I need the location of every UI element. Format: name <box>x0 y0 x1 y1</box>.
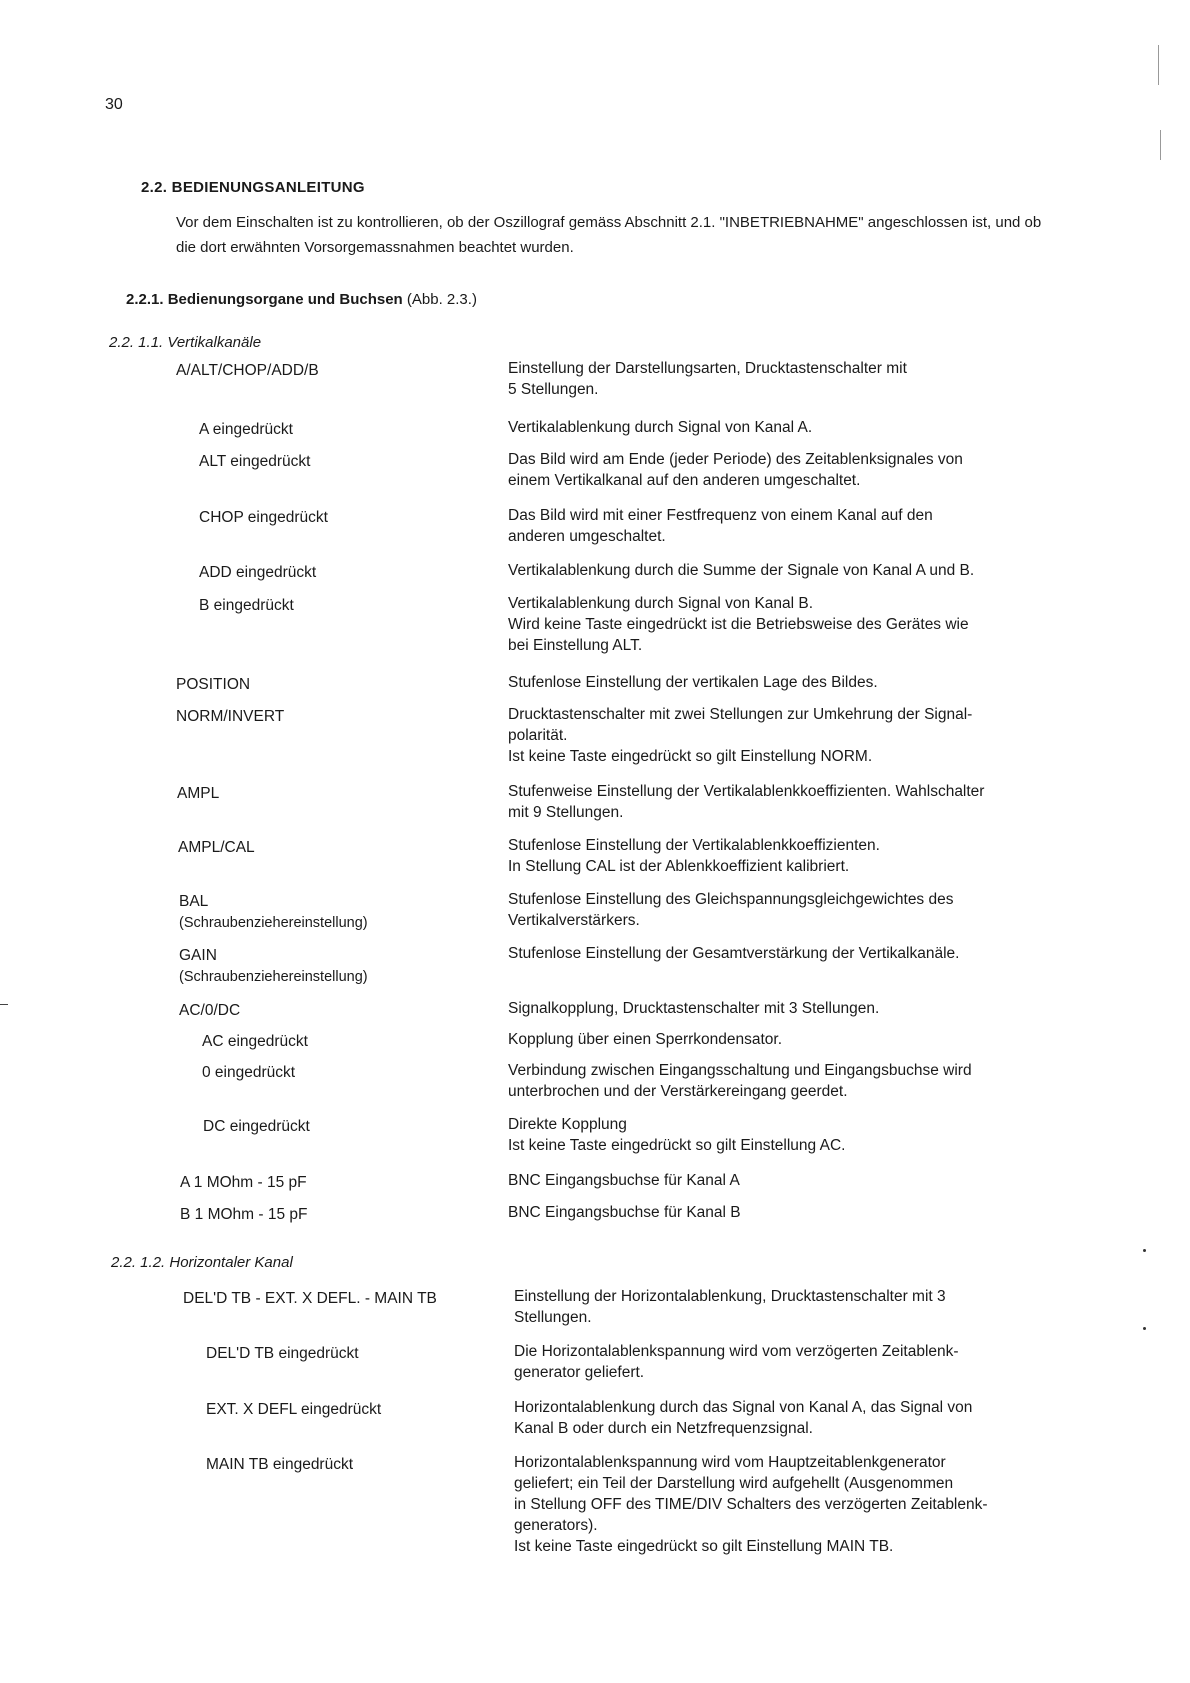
control-label-note: (Schraubenziehereinstellung) <box>179 969 368 985</box>
control-description <box>508 672 1068 693</box>
description-line: polarität. <box>508 727 568 744</box>
description-line: Signalkopplung, Drucktastenschalter mit 3 Stellungen. <box>508 1000 880 1017</box>
control-description <box>508 704 1068 767</box>
description-line: Vertikalablenkung durch die Summe der Signale von Kanal A und B. <box>508 562 975 579</box>
subsection-heading-vertikalkanaele: 2.2. 1.1. Vertikalkanäle <box>109 334 262 351</box>
description-line: Einstellung der Darstellungsarten, Drucktastenschalter mit <box>508 360 907 377</box>
scan-speck <box>1143 1327 1146 1330</box>
description-line: in Stellung OFF des TIME/DIV Schalters des verzögerten Zeitablenk- <box>514 1496 988 1513</box>
description-line: Direkte Kopplung <box>508 1116 627 1133</box>
description-line: Die Horizontalablenkspannung wird vom verzögerten Zeitablenk- <box>514 1343 959 1360</box>
control-label: CHOP eingedrückt <box>199 509 328 526</box>
control-label: A 1 MOhm - 15 pF <box>180 1174 307 1191</box>
control-description <box>508 449 1068 491</box>
control-label: A eingedrückt <box>199 421 293 438</box>
control-description <box>508 560 1068 581</box>
description-line: einem Vertikalkanal auf den anderen umgeschaltet. <box>508 472 861 489</box>
description-line: Vertikalverstärkers. <box>508 912 640 929</box>
description-line: Stufenlose Einstellung der Vertikalablenkkoeffizienten. <box>508 837 880 854</box>
control-label: ALT eingedrückt <box>199 453 311 470</box>
control-description <box>508 1170 1068 1191</box>
description-line: Das Bild wird mit einer Festfrequenz von einem Kanal auf den <box>508 507 933 524</box>
description-line: Stufenlose Einstellung der Gesamtverstärkung der Vertikalkanäle. <box>508 945 960 962</box>
section-number: 2.2.1. <box>126 291 164 308</box>
control-label: AMPL/CAL <box>178 839 255 856</box>
control-label: EXT. X DEFL eingedrückt <box>206 1401 382 1418</box>
control-label: AMPL <box>177 785 220 802</box>
description-line: Vertikalablenkung durch Signal von Kanal A. <box>508 419 813 436</box>
page-number: 30 <box>105 96 123 113</box>
control-label: DC eingedrückt <box>203 1118 310 1135</box>
control-description <box>514 1341 1074 1383</box>
description-line: In Stellung CAL ist der Ablenkkoeffizient kalibriert. <box>508 858 850 875</box>
control-label: AC/0/DC <box>179 1002 241 1019</box>
control-label: A/ALT/CHOP/ADD/B <box>176 362 319 379</box>
description-line: Stufenlose Einstellung des Gleichspannungsgleichgewichtes des <box>508 891 954 908</box>
description-line: BNC Eingangsbuchse für Kanal B <box>508 1204 741 1221</box>
control-description <box>508 998 1068 1019</box>
control-description <box>508 1029 1068 1050</box>
control-description <box>508 835 1068 877</box>
control-label: 0 eingedrückt <box>202 1064 296 1081</box>
description-line: Horizontalablenkspannung wird vom Hauptzeitablenkgenerator <box>514 1454 946 1471</box>
control-label: DEL'D TB - EXT. X DEFL. - MAIN TB <box>183 1290 437 1307</box>
description-line: mit 9 Stellungen. <box>508 804 624 821</box>
control-description <box>514 1397 1074 1439</box>
description-line: Ist keine Taste eingedrückt so gilt Einstellung AC. <box>508 1137 846 1154</box>
description-line: Horizontalablenkung durch das Signal von Kanal A, das Signal von <box>514 1399 973 1416</box>
description-line: Ist keine Taste eingedrückt so gilt Einstellung NORM. <box>508 748 873 765</box>
control-label: B 1 MOhm - 15 pF <box>180 1206 308 1223</box>
description-line: Verbindung zwischen Eingangsschaltung und Eingangsbuchse wird <box>508 1062 972 1079</box>
description-line: Kanal B oder durch ein Netzfrequenzsignal. <box>514 1420 813 1437</box>
description-line: generator geliefert. <box>514 1364 645 1381</box>
description-line: generators). <box>514 1517 598 1534</box>
control-description <box>508 889 1068 931</box>
scan-edge-mark <box>1158 45 1159 85</box>
control-description <box>508 358 1068 400</box>
control-description <box>508 505 1068 547</box>
description-line: Kopplung über einen Sperrkondensator. <box>508 1031 783 1048</box>
control-label: NORM/INVERT <box>176 708 285 725</box>
scan-edge-mark <box>1160 130 1161 160</box>
scan-speck <box>1143 1249 1146 1252</box>
description-line: Stellungen. <box>514 1309 592 1326</box>
description-line: 5 Stellungen. <box>508 381 599 398</box>
description-line: Stufenlose Einstellung der vertikalen Lage des Bildes. <box>508 674 878 691</box>
scan-edge-mark <box>0 1004 8 1005</box>
description-line: bei Einstellung ALT. <box>508 637 643 654</box>
control-description <box>514 1286 1074 1328</box>
section-figure-ref: (Abb. 2.3.) <box>406 291 477 308</box>
control-label-note: (Schraubenziehereinstellung) <box>179 915 368 931</box>
control-description <box>508 1060 1068 1102</box>
control-description <box>508 593 1068 656</box>
description-line: unterbrochen und der Verstärkereingang geerdet. <box>508 1083 848 1100</box>
control-description <box>508 943 1068 964</box>
description-line: Wird keine Taste eingedrückt ist die Betriebsweise des Gerätes wie <box>508 616 969 633</box>
description-line: geliefert; ein Teil der Darstellung wird aufgehellt (Ausgenommen <box>514 1475 954 1492</box>
control-label: ADD eingedrückt <box>199 564 317 581</box>
section-heading-2-2: 2.2. BEDIENUNGSANLEITUNG <box>141 179 365 196</box>
control-description <box>508 1114 1068 1156</box>
control-description <box>508 1202 1068 1223</box>
description-line: Stufenweise Einstellung der Vertikalablenkkoeffizienten. Wahlschalter <box>508 783 985 800</box>
description-line: Ist keine Taste eingedrückt so gilt Einstellung MAIN TB. <box>514 1538 894 1555</box>
description-line: Einstellung der Horizontalablenkung, Drucktastenschalter mit 3 <box>514 1288 946 1305</box>
control-label: AC eingedrückt <box>202 1033 308 1050</box>
control-label: B eingedrückt <box>199 597 294 614</box>
control-label: MAIN TB eingedrückt <box>206 1456 354 1473</box>
control-label: BAL <box>179 893 209 910</box>
control-description <box>514 1452 1074 1557</box>
control-label: DEL'D TB eingedrückt <box>206 1345 359 1362</box>
description-line: BNC Eingangsbuchse für Kanal A <box>508 1172 740 1189</box>
section-title: Bedienungsorgane und Buchsen <box>167 291 403 308</box>
control-label: GAIN <box>179 947 217 964</box>
control-label: POSITION <box>176 676 251 693</box>
section-heading-2-2-1 <box>126 291 477 308</box>
description-line: Drucktastenschalter mit zwei Stellungen zur Umkehrung der Signal- <box>508 706 973 723</box>
subsection-heading-horizontaler-kanal: 2.2. 1.2. Horizontaler Kanal <box>111 1254 293 1271</box>
control-description <box>508 417 1068 438</box>
description-line: Das Bild wird am Ende (jeder Periode) des Zeitablenksignales von <box>508 451 963 468</box>
intro-paragraph: Vor dem Einschalten ist zu kontrollieren, ob der Oszillograf gemäss Abschnitt 2.1. "INBETRIEBNAHME" angeschlossen ist, und ob die dort erwähnten Vorsorgemassnahmen beachtet wurden. <box>176 214 1042 256</box>
description-line: anderen umgeschaltet. <box>508 528 666 545</box>
description-line: Vertikalablenkung durch Signal von Kanal B. <box>508 595 814 612</box>
control-description <box>508 781 1068 823</box>
